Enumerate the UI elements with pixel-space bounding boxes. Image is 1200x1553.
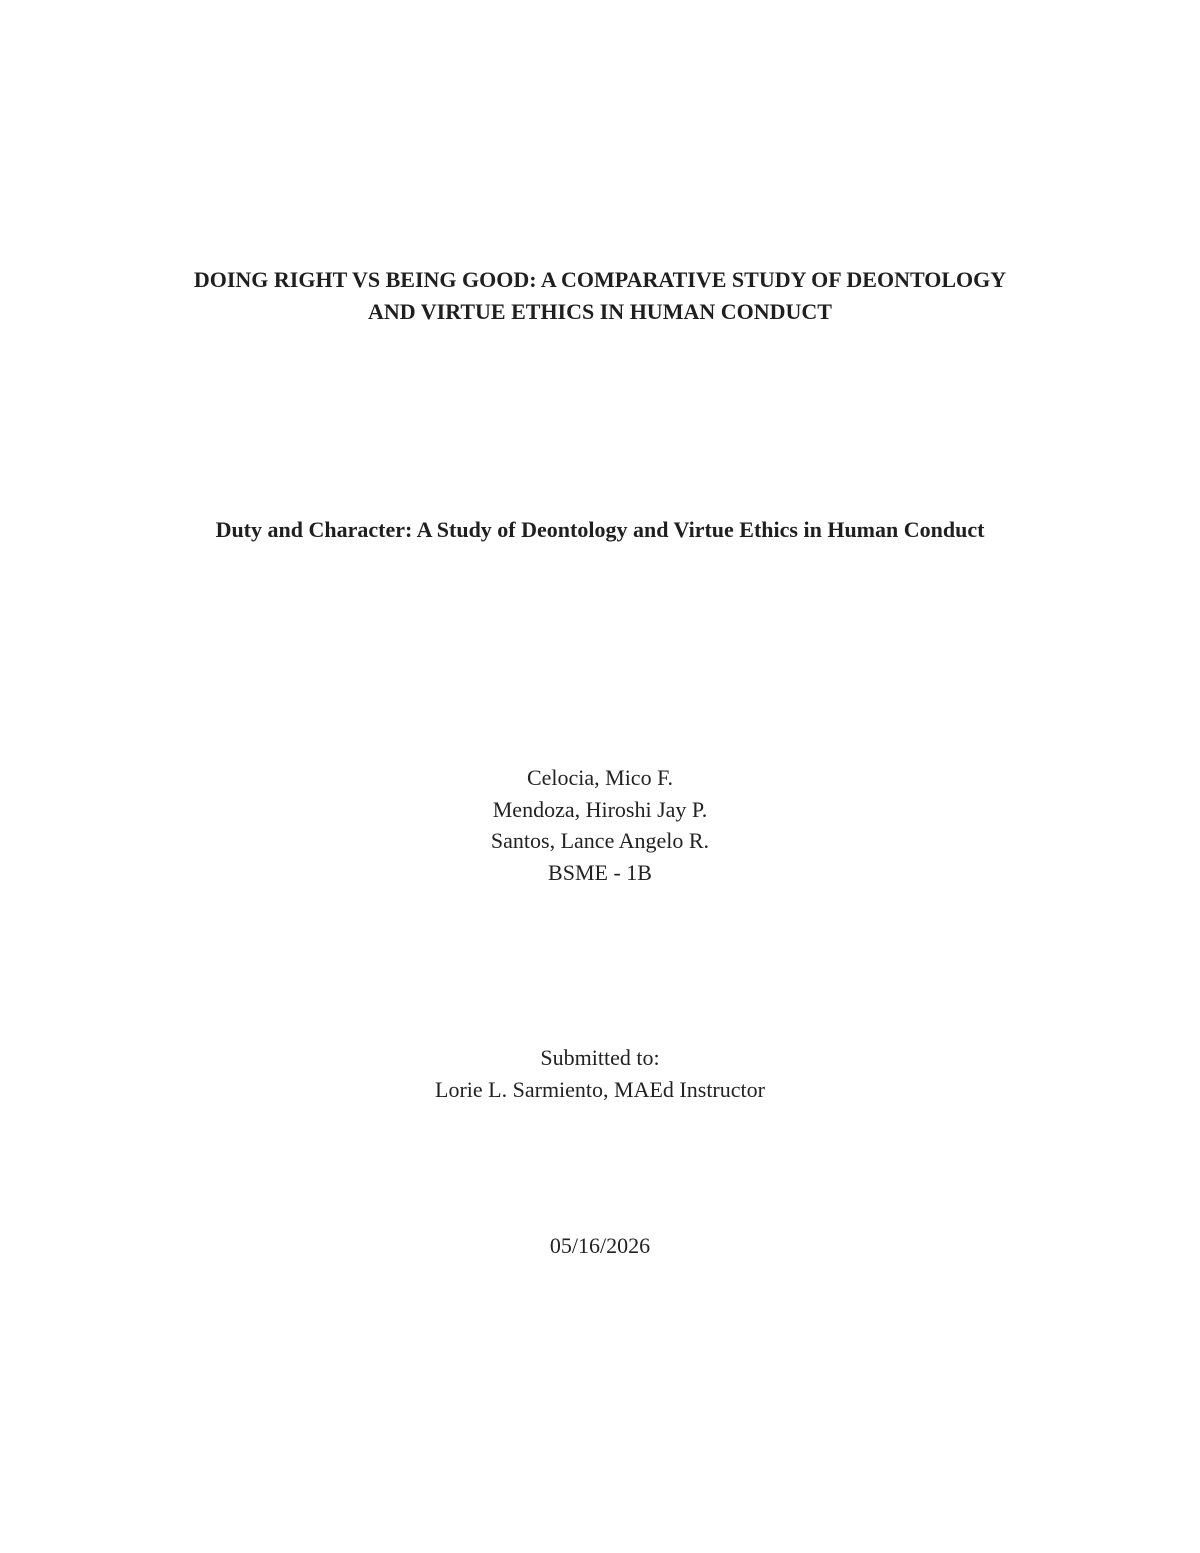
title-line-1: DOING RIGHT VS BEING GOOD: A COMPARATIVE STUDY OF DEONTOLOGY	[193, 267, 1007, 292]
instructor-name: Lorie L. Sarmiento, MAEd Instructor	[435, 1076, 765, 1102]
author-name: Santos, Lance Angelo R.	[490, 828, 710, 853]
author-list	[0, 762, 1200, 888]
subtitle-text: Duty and Character: A Study of Deontology and Virtue Ethics in Human Conduct	[215, 517, 985, 542]
submitted-label: Submitted to:	[540, 1045, 660, 1070]
document-title	[0, 264, 1200, 328]
author-name: Mendoza, Hiroshi Jay P.	[492, 796, 708, 822]
submission-info	[0, 1042, 1200, 1105]
author-name: Celocia, Mico F.	[526, 765, 674, 790]
document-subtitle	[0, 514, 1200, 546]
title-line-2: AND VIRTUE ETHICS IN HUMAN CONDUCT	[368, 299, 832, 324]
date-text: 05/16/2026	[549, 1233, 651, 1258]
course-section: BSME - 1B	[548, 859, 652, 885]
submission-date	[0, 1230, 1200, 1262]
